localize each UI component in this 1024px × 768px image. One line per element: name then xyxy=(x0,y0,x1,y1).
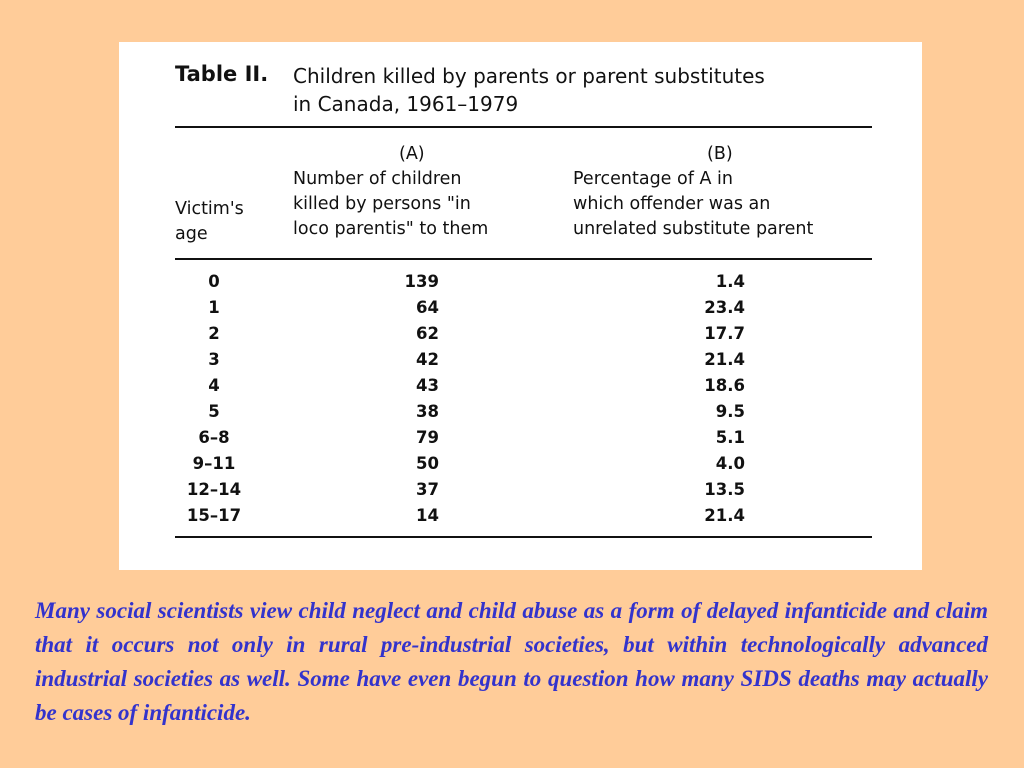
table-row xyxy=(119,400,922,426)
cell-age: 1 xyxy=(208,298,220,317)
column-header-b-line: which offender was an xyxy=(573,194,771,214)
column-header-a xyxy=(293,142,488,242)
column-header-age xyxy=(175,197,244,247)
table-label: Table II. xyxy=(175,62,269,86)
cell-a: 37 xyxy=(416,480,439,499)
table-title-line-1: Children killed by parents or parent substitutes xyxy=(293,64,765,88)
cell-b: 21.4 xyxy=(704,506,745,525)
table-title-line-2: in Canada, 1961–1979 xyxy=(293,92,519,116)
column-header-a-line: Number of children xyxy=(293,169,462,189)
table-row xyxy=(119,452,922,478)
cell-a: 62 xyxy=(416,324,439,343)
column-header-a-tag: (A) xyxy=(399,144,425,164)
top-rule xyxy=(175,126,872,128)
cell-a: 79 xyxy=(416,428,439,447)
cell-age: 6–8 xyxy=(198,428,230,447)
table-row xyxy=(119,478,922,504)
cell-age: 3 xyxy=(208,350,220,369)
bottom-rule xyxy=(175,536,872,538)
caption-paragraph: Many social scientists view child neglect and child abuse as a form of delayed infanticide and claim that it occurs not only in rural pre-industrial societies, but within technologically advanced industrial societies as well. Some have even begun to question how many SIDS deaths may actually be cases of infanticide. xyxy=(35,598,988,725)
cell-age: 0 xyxy=(208,272,220,291)
cell-b: 17.7 xyxy=(704,324,745,343)
cell-age: 4 xyxy=(208,376,220,395)
column-header-a-line: loco parentis" to them xyxy=(293,219,489,239)
cell-age: 5 xyxy=(208,402,220,421)
cell-age: 9–11 xyxy=(192,454,236,473)
table-row xyxy=(119,322,922,348)
cell-b: 21.4 xyxy=(704,350,745,369)
cell-b: 5.1 xyxy=(715,428,745,447)
cell-a: 43 xyxy=(416,376,439,395)
table-image xyxy=(119,42,922,570)
cell-b: 1.4 xyxy=(715,272,745,291)
cell-age: 15–17 xyxy=(186,506,242,525)
table-row xyxy=(119,348,922,374)
column-header-b xyxy=(573,142,813,242)
cell-a: 50 xyxy=(416,454,439,473)
column-header-a-line: killed by persons "in xyxy=(293,194,471,214)
header-rule xyxy=(175,258,872,260)
table-title xyxy=(293,62,765,118)
table-row xyxy=(119,296,922,322)
cell-b: 13.5 xyxy=(704,480,745,499)
cell-age: 2 xyxy=(208,324,220,343)
cell-a: 64 xyxy=(416,298,439,317)
table-row xyxy=(119,504,922,530)
column-header-b-tag: (B) xyxy=(707,144,733,164)
column-header-b-line: Percentage of A in xyxy=(573,169,733,189)
table-row xyxy=(119,270,922,296)
column-header-age-line: age xyxy=(175,224,208,244)
cell-b: 4.0 xyxy=(715,454,745,473)
cell-b: 9.5 xyxy=(715,402,745,421)
cell-age: 12–14 xyxy=(186,480,242,499)
cell-b: 23.4 xyxy=(704,298,745,317)
cell-a: 139 xyxy=(404,272,439,291)
cell-a: 38 xyxy=(416,402,439,421)
table-body xyxy=(119,270,922,530)
cell-b: 18.6 xyxy=(704,376,745,395)
table-row xyxy=(119,374,922,400)
cell-a: 42 xyxy=(416,350,439,369)
column-header-b-line: unrelated substitute parent xyxy=(573,219,814,239)
table-row xyxy=(119,426,922,452)
column-header-age-line: Victim's xyxy=(175,199,244,219)
cell-a: 14 xyxy=(416,506,439,525)
